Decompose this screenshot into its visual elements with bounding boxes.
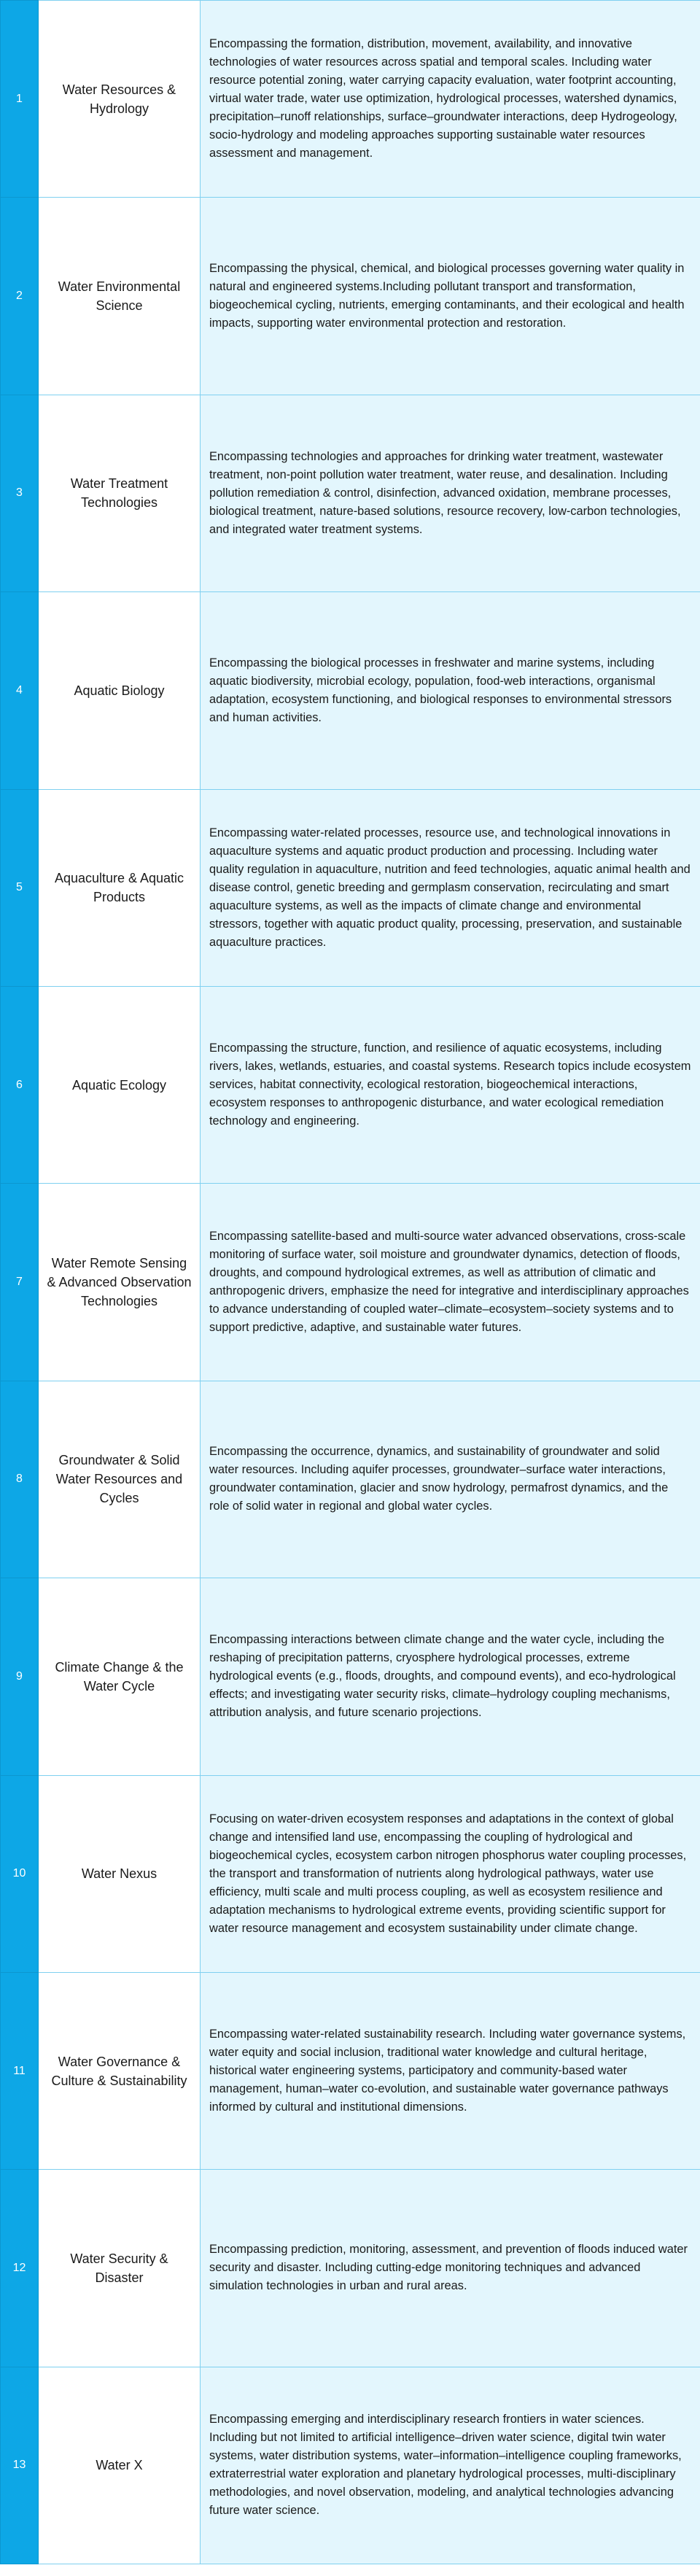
topic-description: Encompassing technologies and approaches for drinking water treatment, wastewater treatment, non-point pollution water treatment, water reuse, and desalination. Including pollution remediation & control, disinfection, advanced oxidation, membrane processes, biological treatment, nature-based solutions, resource recovery, low-carbon technologies, and integrated water treatment systems. (201, 395, 700, 591)
topic-number: 2 (1, 198, 39, 395)
table-row (1, 1578, 700, 1775)
table-row (1, 1775, 700, 1972)
topic-name: Water Security & Disaster (39, 2170, 201, 2367)
topic-name: Aquatic Ecology (39, 986, 201, 1183)
topic-number: 11 (1, 1972, 39, 2169)
topic-name: Water Environmental Science (39, 198, 201, 395)
topic-name: Aquatic Biology (39, 592, 201, 789)
topic-name: Water Treatment Technologies (39, 395, 201, 591)
table-row (1, 198, 700, 395)
topics-table-body (1, 1, 700, 2564)
topic-number: 9 (1, 1578, 39, 1775)
topic-description: Encompassing interactions between climate change and the water cycle, including the reshaping of precipitation patterns, cryosphere hydrological processes, extreme hydrological events (e.g., floods, droughts, and compound events), and eco-hydrological effects; and investigating water security risks, climate–hydrology coupling mechanisms, attribution analysis, and future scenario projections. (201, 1578, 700, 1775)
topic-description: Encompassing satellite-based and multi-source water advanced observations, cross-scale monitoring of surface water, soil moisture and groundwater dynamics, detection of floods, droughts, and compound hydrological extremes, as well as attribution of climatic and anthropogenic drivers, emphasize the need for integrative and interdisciplinary approaches to advance understanding of coupled water–climate–ecosystem–society systems and to support predictive, adaptive, and sustainable water futures. (201, 1184, 700, 1381)
table-row (1, 395, 700, 591)
topic-number: 4 (1, 592, 39, 789)
topic-name: Climate Change & the Water Cycle (39, 1578, 201, 1775)
table-row (1, 986, 700, 1183)
topic-description: Encompassing the formation, distribution, movement, availability, and innovative technologies of water resources across spatial and temporal scales. Including water resource potential zoning, water carrying capacity evaluation, water footprint accounting, virtual water trade, water use optimization, hydrological processes, watershed dynamics, precipitation–runoff relationships, surface–groundwater interactions, deep Hydrogeology, socio-hydrology and modeling approaches supporting sustainable water resources assessment and management. (201, 1, 700, 198)
topic-number: 12 (1, 2170, 39, 2367)
topic-name: Groundwater & Solid Water Resources and Cycles (39, 1381, 201, 1578)
topic-description: Encompassing water-related processes, resource use, and technological innovations in aquaculture systems and aquatic product production and processing. Including water quality regulation in aquaculture, nutrition and feed technologies, aquatic animal health and disease control, genetic breeding and germplasm conservation, recirculating and smart aquaculture systems, as well as the impacts of climate change and environmental stressors, together with aquatic product quality, processing, preservation, and sustainable aquaculture practices. (201, 789, 700, 986)
topic-description: Encompassing the occurrence, dynamics, and sustainability of groundwater and solid water resources. Including aquifer processes, groundwater–surface water interactions, groundwater contamination, glacier and snow hydrology, permafrost dynamics, and the role of solid water in regional and global water cycles. (201, 1381, 700, 1578)
table-row (1, 1184, 700, 1381)
topic-number: 7 (1, 1184, 39, 1381)
table-row (1, 1381, 700, 1578)
topic-name: Water Nexus (39, 1775, 201, 1972)
topic-number: 8 (1, 1381, 39, 1578)
topic-number: 10 (1, 1775, 39, 1972)
topic-number: 13 (1, 2367, 39, 2564)
table-row (1, 592, 700, 789)
topic-description: Encompassing water-related sustainability research. Including water governance systems, water equity and social inclusion, traditional water knowledge and cultural heritage, historical water engineering systems, participatory and community-based water management, human–water co-evolution, and sustainable water governance pathways informed by cultural and institutional dimensions. (201, 1972, 700, 2169)
table-row (1, 2367, 700, 2564)
topic-description: Encompassing the structure, function, and resilience of aquatic ecosystems, including rivers, lakes, wetlands, estuaries, and coastal systems. Research topics include ecosystem services, habitat connectivity, ecological restoration, biogeochemical interactions, ecosystem responses to anthropogenic disturbance, and water ecological remediation technology and engineering. (201, 986, 700, 1183)
topic-number: 1 (1, 1, 39, 198)
topic-name: Water Remote Sensing & Advanced Observation Technologies (39, 1184, 201, 1381)
table-row (1, 1972, 700, 2169)
topic-number: 6 (1, 986, 39, 1183)
topic-number: 5 (1, 789, 39, 986)
topic-description: Focusing on water-driven ecosystem responses and adaptations in the context of global change and intensified land use, encompassing the coupling of hydrological and biogeochemical cycles, ecosystem carbon nitrogen phosphorus water coupling processes, the transport and transformation of nutrients along hydrological pathways, water use efficiency, multi scale and multi process coupling, as well as ecosystem resilience and adaptation mechanisms to hydrological extreme events, providing scientific support for water resource management and ecosystem sustainability under climate change. (201, 1775, 700, 1972)
topic-name: Water X (39, 2367, 201, 2564)
topic-name: Water Resources & Hydrology (39, 1, 201, 198)
table-row (1, 789, 700, 986)
topic-description: Encompassing emerging and interdisciplinary research frontiers in water sciences. Including but not limited to artificial intelligence–driven water science, digital twin water systems, water distribution systems, water–information–intelligence coupling frameworks, extraterrestrial water exploration and planetary hydrological processes, multi-disciplinary methodologies, and novel observation, modeling, and analytical technologies advancing future water science. (201, 2367, 700, 2564)
table-row (1, 2170, 700, 2367)
topic-description: Encompassing the biological processes in freshwater and marine systems, including aquatic biodiversity, microbial ecology, population, food-web interactions, organismal adaptation, ecosystem functioning, and biological responses to environmental stressors and human activities. (201, 592, 700, 789)
topic-number: 3 (1, 395, 39, 591)
topic-description: Encompassing prediction, monitoring, assessment, and prevention of floods induced water security and disaster. Including cutting-edge monitoring techniques and advanced simulation technologies in urban and rural areas. (201, 2170, 700, 2367)
table-row (1, 1, 700, 198)
topic-name: Aquaculture & Aquatic Products (39, 789, 201, 986)
topic-description: Encompassing the physical, chemical, and biological processes governing water quality in natural and engineered systems.Including pollutant transport and transformation, biogeochemical cycling, nutrients, emerging contaminants, and their ecological and health impacts, supporting water environmental protection and restoration. (201, 198, 700, 395)
topic-name: Water Governance & Culture & Sustainability (39, 1972, 201, 2169)
